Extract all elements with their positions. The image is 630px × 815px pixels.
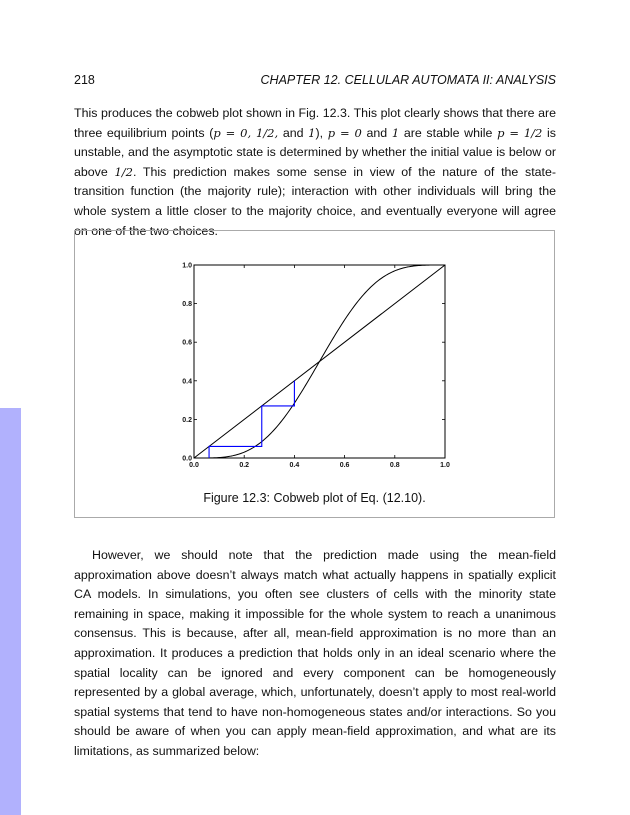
para1-text-1: This produces the cobweb plot shown in Fig. 12.3. This plot clearly shows that there are three equilibrium points ( — [74, 106, 556, 140]
page-number: 218 — [74, 73, 95, 87]
figure-caption: Figure 12.3: Cobweb plot of Eq. (12.10). — [203, 491, 426, 505]
para1-text-3: ), — [315, 125, 328, 140]
figure-box — [74, 230, 555, 518]
x-tick-label: 1.0 — [440, 462, 450, 469]
para1-text-4: and — [361, 125, 392, 140]
paragraph-2: However, we should note that the prediction made using the mean-field approximation above doesn’t always match what actually happens in spatially explicit CA models. In simulations, you often see clusters of cells with the minority state remaining in space, making it impossible for the whole system to reach a unanimous consensus. This is because, after all, mean-field approximation is no more than an approximation. It produces a prediction that holds only in an ideal scenario where the spatial locality can be ignored and every component can be homogeneously represented by a global average, which, unfortunately, doesn’t apply to most real-world spatial systems that tend to have non-homogeneous states and/or interactions. So you should be aware of when you can apply mean-field approximation, and what are its limitations, as summarized below: — [74, 548, 556, 758]
page-header — [74, 73, 556, 89]
y-tick-label: 0.0 — [182, 455, 192, 463]
side-bar — [0, 408, 21, 815]
para1-text-2: and — [278, 125, 309, 140]
y-tick-label: 1.0 — [182, 262, 192, 270]
x-tick-label: 0.0 — [189, 462, 199, 469]
y-tick-label: 0.2 — [182, 416, 192, 424]
math-p-zero: p = 0 — [327, 125, 362, 140]
y-tick-label: 0.6 — [182, 339, 192, 347]
x-tick-label: 0.8 — [389, 462, 400, 469]
y-tick-label: 0.8 — [182, 301, 192, 309]
math-one-b: 1 — [391, 125, 400, 140]
paragraph-1 — [74, 104, 556, 241]
para1-text-5: are stable while — [399, 125, 498, 140]
cobweb-plot — [75, 231, 554, 481]
para1-text-6: is unstable, and the asymptotic state is determined by whether the initial value is below or above — [74, 125, 556, 179]
math-one: 1 — [308, 125, 316, 140]
y-tick-label: 0.4 — [182, 378, 192, 386]
chapter-title: CHAPTER 12. CELLULAR AUTOMATA II: ANALYSIS — [260, 73, 556, 87]
x-tick-label: 0.6 — [339, 462, 350, 469]
math-p-half: p = 1/2 — [497, 125, 543, 140]
cobweb-path — [209, 381, 294, 458]
math-half: 1/2 — [114, 164, 133, 179]
x-tick-label: 0.4 — [289, 462, 300, 469]
para1-text-7: . This prediction makes some sense in view of the nature of the state-transition function (the majority rule); interaction with other individuals will bring the whole system a little closer to the majority choice, and eventually everyone will agree on one of the two choices. — [74, 164, 556, 238]
math-equilibria: p = 0, 1/2, — [213, 125, 279, 140]
x-tick-label: 0.2 — [239, 462, 250, 469]
